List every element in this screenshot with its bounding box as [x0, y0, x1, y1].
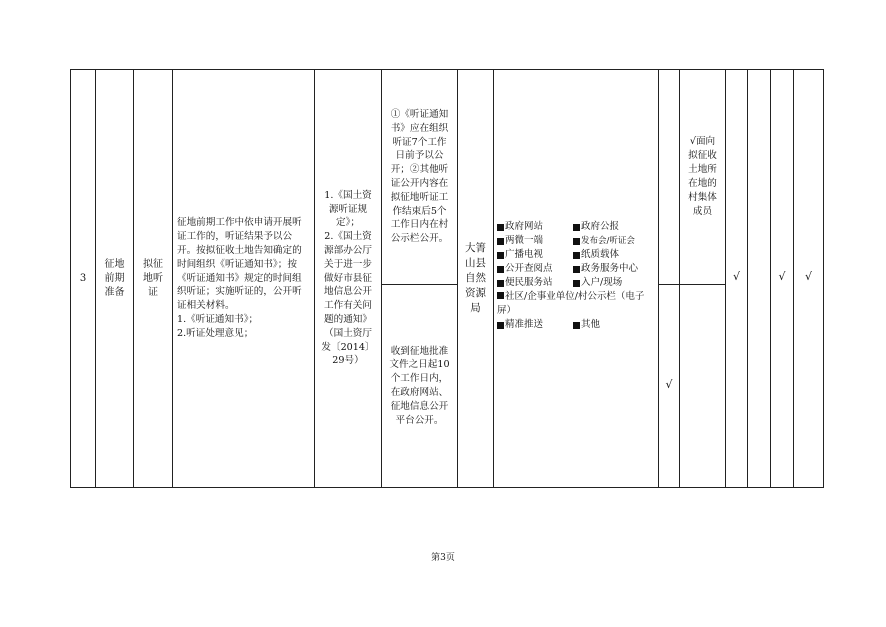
scope-specific-cell: [680, 70, 725, 284]
channel-row: [497, 248, 659, 262]
content-cell: [173, 70, 314, 487]
basis-cell: [315, 70, 381, 487]
content-text: 征地前期工作中依申请开展听证工作的，听证结果予以公开。按拟征收土地告知确定的时间组织《听证通知书》；按《听证通知书》规定的时间组织听证；实施听证的，公开听证相关材料。 1.《听证通知书》； 2.听证处理意见；: [177, 217, 302, 339]
channel-label: 公开查阅点: [505, 263, 553, 274]
channel-label: 精准推送: [505, 319, 544, 330]
subject-cell: [458, 70, 493, 487]
table-border-bottom: [70, 487, 824, 488]
checkbox-filled-icon: [497, 224, 504, 231]
checkbox-filled-icon: [573, 252, 580, 259]
channel-label: 便民服务站: [505, 277, 553, 288]
channel-label: 广播电视: [505, 249, 544, 260]
check-mark: √: [778, 270, 786, 283]
col-divider: [747, 69, 748, 488]
channel-label: 社区/企事业单位/村公示栏（电子屏）: [497, 291, 645, 316]
col-divider: [493, 69, 494, 488]
channel-row: [497, 220, 659, 234]
time-cell-top: [382, 70, 457, 284]
check-mark: √: [804, 270, 812, 283]
checkbox-filled-icon: [573, 280, 580, 287]
channel-label: 政府网站: [505, 221, 544, 232]
channel-label: 政府公报: [581, 221, 620, 232]
stage-cell: [96, 70, 133, 487]
row-index: 3: [79, 272, 87, 284]
subject-text: 大箐山县自然资源局: [465, 242, 486, 314]
checkbox-filled-icon: [573, 238, 580, 245]
time-bottom-text: 收到征地批准文件之日起10个工作日内，在政府网站、征地信息公开平台公开。: [389, 345, 450, 426]
channel-label: 其他: [581, 319, 601, 330]
page-number: 第3页: [431, 553, 455, 563]
checkbox-filled-icon: [573, 266, 580, 273]
channel-label: 两微一端: [505, 235, 544, 246]
checkbox-filled-icon: [497, 238, 504, 245]
checkbox-filled-icon: [573, 224, 580, 231]
channel-row: [497, 276, 659, 290]
item-cell: [134, 70, 172, 487]
channel-row: [497, 290, 655, 318]
checkbox-filled-icon: [497, 280, 504, 287]
checkbox-filled-icon: [497, 266, 504, 273]
scope-specific-text: √面向拟征收土地所在地的村集体成员: [688, 136, 717, 217]
check-mark: √: [665, 378, 673, 391]
checkbox-filled-icon: [497, 322, 504, 329]
check-mark: √: [732, 270, 740, 283]
checkbox-filled-icon: [497, 292, 504, 299]
channel-row: [497, 262, 659, 276]
time-top-text: ①《听证通知书》应在组织听证7个工作日前予以公开；②其他听证公开内容在拟征地听证工作结束后5个工作日内在村公示栏公开。: [390, 109, 449, 245]
channel-label: 入户/现场: [581, 277, 623, 288]
channel-label: 政务服务中心: [581, 263, 639, 274]
col-divider: [823, 69, 824, 488]
basis-text: 1.《国土资源听证规定》； 2.《国土资源部办公厅关于进一步做好市县征地信息公开工作有关问题的通知》（国土资厅发〔2014〕29号）: [321, 189, 375, 367]
channel-row: [497, 234, 659, 248]
channel-label: 纸质载体: [581, 249, 620, 260]
checkbox-filled-icon: [573, 322, 580, 329]
channel-label: 发布会/听证会: [581, 236, 635, 246]
time-cell-bottom: [382, 285, 457, 487]
item-text: 拟征地听证: [143, 258, 163, 298]
channel-row: [497, 318, 659, 332]
channel-list: [497, 220, 659, 332]
stage-text: 征地前期准备: [104, 258, 125, 298]
scope-cell-divider: [658, 284, 725, 285]
checkbox-filled-icon: [497, 252, 504, 259]
